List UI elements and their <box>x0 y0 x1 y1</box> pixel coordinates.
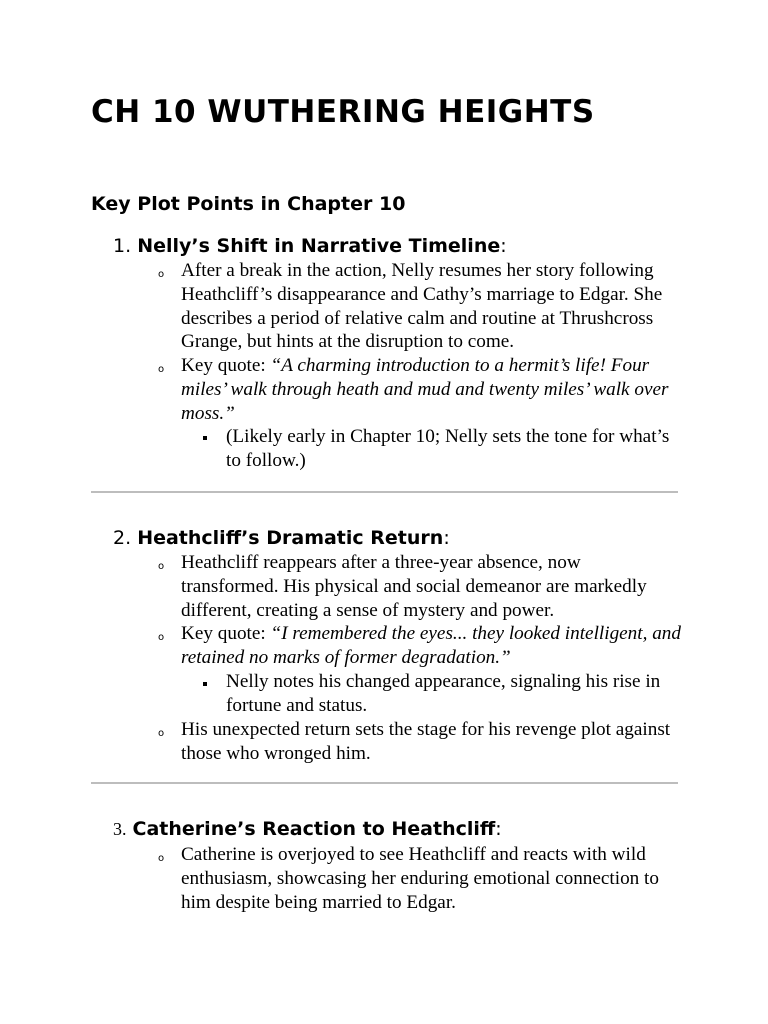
heading-colon: : <box>500 235 507 257</box>
circle-bullet-icon: o <box>158 728 165 739</box>
circle-bullet-icon: o <box>158 561 165 572</box>
quote-prefix: Key quote: <box>181 623 271 644</box>
section-heading-1 <box>113 233 507 259</box>
circle-bullet-icon: o <box>158 632 165 643</box>
horizontal-divider <box>91 782 678 784</box>
list-item: Catherine is overjoyed to see Heathcliff and reacts with wild enthusiasm, showcasing her enduring emotional connection to him despite being married to Edgar. <box>181 844 659 913</box>
list-item: His unexpected return sets the stage for his revenge plot against those who wronged him. <box>181 719 671 764</box>
quote-prefix: Key quote: <box>181 355 271 376</box>
circle-bullet-icon: o <box>158 364 165 375</box>
sub-list-item: (Likely early in Chapter 10; Nelly sets the tone for what’s to follow.) <box>226 426 670 471</box>
list-item-quote <box>181 354 681 425</box>
section-heading-text: Nelly’s Shift in Narrative Timeline <box>137 235 501 257</box>
circle-bullet-icon: o <box>158 269 165 280</box>
section-subtitle: Key Plot Points in Chapter 10 <box>91 193 406 215</box>
list-item-quote <box>181 622 681 670</box>
section-number: 1. <box>113 235 132 257</box>
section-number: 3. <box>113 819 127 839</box>
page-title: CH 10 WUTHERING HEIGHTS <box>91 94 595 130</box>
section-heading-3 <box>113 816 502 842</box>
list-item: After a break in the action, Nelly resumes her story following Heathcliff’s disappearance and Cathy’s marriage to Edgar. She describes a period of relative calm and routine at Thrushcross Grange, but hints at the disruption to come. <box>181 260 663 353</box>
quote-text: “A charming introduction to a hermit’s life! Four miles’ walk through heath and mud and twenty miles’ walk over moss.” <box>181 355 669 424</box>
section-heading-text: Heathcliff’s Dramatic Return <box>137 527 444 549</box>
square-bullet-icon <box>203 436 207 440</box>
horizontal-divider <box>91 491 678 493</box>
heading-colon: : <box>495 818 502 840</box>
section-heading-text: Catherine’s Reaction to Heathcliff <box>132 818 496 840</box>
sub-list-item: Nelly notes his changed appearance, signaling his rise in fortune and status. <box>226 671 661 716</box>
heading-colon: : <box>443 527 450 549</box>
circle-bullet-icon: o <box>158 853 165 864</box>
section-number: 2. <box>113 527 132 549</box>
list-item: Heathcliff reappears after a three-year absence, now transformed. His physical and social demeanor are markedly different, creating a sense of mystery and power. <box>181 552 647 621</box>
square-bullet-icon <box>203 682 207 686</box>
quote-text: “I remembered the eyes... they looked intelligent, and retained no marks of former degradation.” <box>181 623 681 668</box>
section-heading-2 <box>113 525 450 551</box>
